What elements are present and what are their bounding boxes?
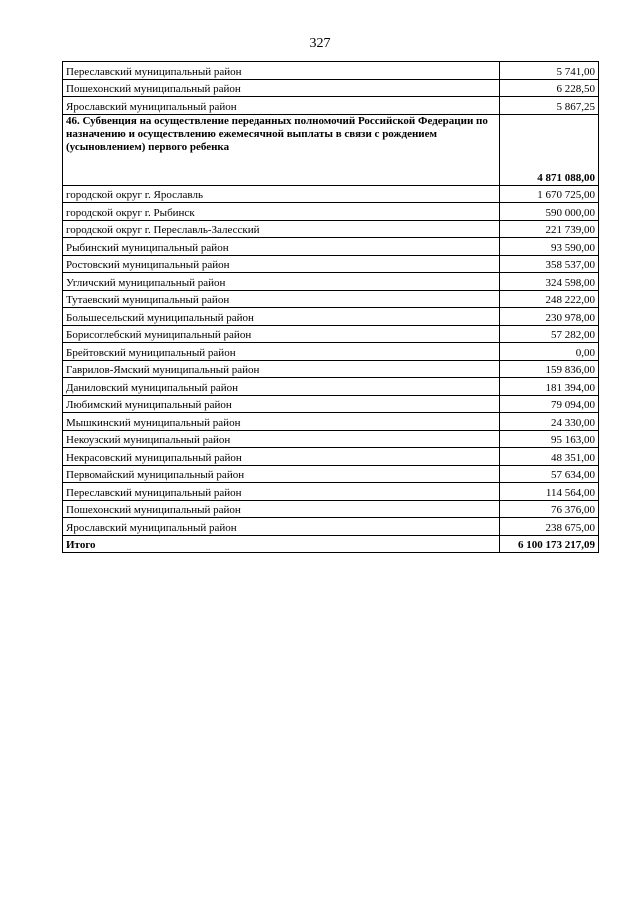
amount-cell: 114 564,00 (500, 483, 599, 501)
table-row (63, 62, 599, 80)
table-row (63, 220, 599, 238)
section-title: 46. Субвенция на осуществление переданных полномочий Российской Федерации по назначению и осуществлению ежемесячной выплаты в связи с рождением (усыновлением) первого ребенка (63, 114, 500, 185)
amount-cell: 248 222,00 (500, 290, 599, 308)
amount-cell: 24 330,00 (500, 413, 599, 431)
municipality-name: Ярославский муниципальный район (63, 518, 500, 536)
page-number: 327 (309, 36, 331, 51)
municipality-name: Угличский муниципальный район (63, 273, 500, 291)
table-row (63, 325, 599, 343)
table-row (63, 378, 599, 396)
table-row (63, 483, 599, 501)
section-header-row (63, 114, 599, 185)
municipality-name: Переславский муниципальный район (63, 483, 500, 501)
table-row (63, 273, 599, 291)
table-row (63, 448, 599, 466)
table-body (63, 62, 599, 553)
table-row (63, 97, 599, 115)
municipality-name: Пошехонский муниципальный район (63, 79, 500, 97)
amount-cell: 159 836,00 (500, 360, 599, 378)
table-row (63, 518, 599, 536)
municipality-name: Даниловский муниципальный район (63, 378, 500, 396)
municipality-name: Некрасовский муниципальный район (63, 448, 500, 466)
amount-cell: 221 739,00 (500, 220, 599, 238)
municipality-name: Переславский муниципальный район (63, 62, 500, 80)
amount-cell: 238 675,00 (500, 518, 599, 536)
table-row (63, 203, 599, 221)
amount-cell: 93 590,00 (500, 238, 599, 256)
amount-cell: 79 094,00 (500, 395, 599, 413)
municipality-name: Брейтовский муниципальный район (63, 343, 500, 361)
municipality-name: городской округ г. Ярославль (63, 185, 500, 203)
amount-cell: 76 376,00 (500, 500, 599, 518)
table-row (63, 395, 599, 413)
table-row (63, 343, 599, 361)
amount-cell: 1 670 725,00 (500, 185, 599, 203)
table-row (63, 465, 599, 483)
table-row (63, 413, 599, 431)
amount-cell: 0,00 (500, 343, 599, 361)
amount-cell: 57 282,00 (500, 325, 599, 343)
table-row (63, 290, 599, 308)
municipality-name: городской округ г. Рыбинск (63, 203, 500, 221)
table-row (63, 430, 599, 448)
table-row (63, 238, 599, 256)
total-amount: 6 100 173 217,09 (500, 535, 599, 553)
table-row (63, 255, 599, 273)
municipality-name: Ярославский муниципальный район (63, 97, 500, 115)
amount-cell: 230 978,00 (500, 308, 599, 326)
amount-cell: 5 741,00 (500, 62, 599, 80)
amount-cell: 6 228,50 (500, 79, 599, 97)
municipality-name: Некоузский муниципальный район (63, 430, 500, 448)
table-row (63, 185, 599, 203)
table-row (63, 360, 599, 378)
municipality-name: Борисоглебский муниципальный район (63, 325, 500, 343)
section-amount: 4 871 088,00 (500, 114, 599, 185)
amount-cell: 358 537,00 (500, 255, 599, 273)
total-label: Итого (63, 535, 500, 553)
municipality-name: Мышкинский муниципальный район (63, 413, 500, 431)
municipality-name: Большесельский муниципальный район (63, 308, 500, 326)
municipality-name: Ростовский муниципальный район (63, 255, 500, 273)
total-row (63, 535, 599, 553)
amount-cell: 57 634,00 (500, 465, 599, 483)
table-row (63, 500, 599, 518)
municipality-name: Пошехонский муниципальный район (63, 500, 500, 518)
amount-cell: 181 394,00 (500, 378, 599, 396)
amount-cell: 590 000,00 (500, 203, 599, 221)
municipality-name: Гаврилов-Ямский муниципальный район (63, 360, 500, 378)
municipality-name: Тутаевский муниципальный район (63, 290, 500, 308)
amount-cell: 324 598,00 (500, 273, 599, 291)
municipality-name: Любимский муниципальный район (63, 395, 500, 413)
amount-cell: 95 163,00 (500, 430, 599, 448)
table-row (63, 308, 599, 326)
municipality-name: Рыбинский муниципальный район (63, 238, 500, 256)
budget-table (62, 61, 599, 553)
amount-cell: 5 867,25 (500, 97, 599, 115)
table-row (63, 79, 599, 97)
municipality-name: городской округ г. Переславль-Залесский (63, 220, 500, 238)
amount-cell: 48 351,00 (500, 448, 599, 466)
municipality-name: Первомайский муниципальный район (63, 465, 500, 483)
